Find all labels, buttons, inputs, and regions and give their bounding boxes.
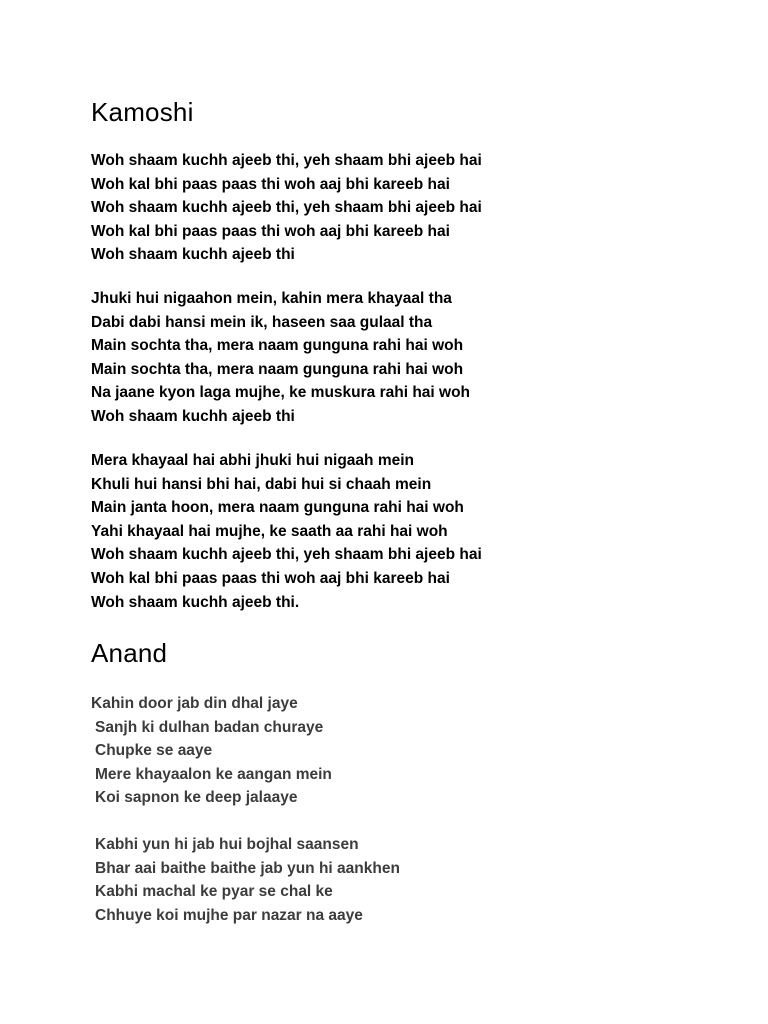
lyric-line: Main sochta tha, mera naam gunguna rahi hai woh — [91, 337, 464, 355]
lyric-line: Mere khayaalon ke aangan mein — [95, 765, 332, 783]
lyric-line: Woh shaam kuchh ajeeb thi, yeh shaam bhi ajeeb hai — [91, 152, 482, 169]
lyric-line: Mera khayaal hai abhi jhuki hui nigaah mein — [91, 452, 415, 469]
lyric-line: Kabhi machal ke pyar se chal ke — [95, 883, 333, 901]
lyric-line: Woh shaam kuchh ajeeb thi. — [91, 593, 300, 611]
lyric-line: Woh shaam kuchh ajeeb thi — [91, 246, 295, 264]
song-title-anand: Anand — [91, 638, 168, 668]
kamoshi-stanza-3 — [91, 449, 482, 614]
lyric-line: Woh shaam kuchh ajeeb thi — [91, 407, 295, 425]
lyric-line: Kabhi yun hi jab hui bojhal saansen — [95, 836, 359, 853]
lyric-line: Koi sapnon ke deep jalaaye — [95, 789, 298, 807]
lyric-line: Dabi dabi hansi mein ik, haseen saa gulaal tha — [91, 313, 433, 331]
lyric-line: Chupke se aaye — [95, 742, 213, 760]
lyric-line: Jhuki hui nigaahon mein, kahin mera khayaal tha — [91, 290, 452, 307]
lyric-line: Bhar aai baithe baithe jab yun hi aankhen — [95, 859, 400, 877]
song-title-kamoshi: Kamoshi — [91, 97, 194, 127]
lyric-line: Yahi khayaal hai mujhe, ke saath aa rahi hai woh — [91, 522, 448, 540]
anand-stanza-1 — [91, 692, 332, 810]
lyric-line: Woh kal bhi paas paas thi woh aaj bhi kareeb hai — [91, 175, 450, 193]
lyric-line: Kahin door jab din dhal jaye — [91, 695, 298, 712]
lyric-line: Woh shaam kuchh ajeeb thi, yeh shaam bhi ajeeb hai — [91, 199, 482, 217]
lyric-line: Sanjh ki dulhan badan churaye — [95, 718, 324, 736]
lyric-line: Woh shaam kuchh ajeeb thi, yeh shaam bhi ajeeb hai — [91, 546, 482, 564]
kamoshi-stanza-2 — [91, 287, 470, 429]
lyric-line: Woh kal bhi paas paas thi woh aaj bhi kareeb hai — [91, 222, 450, 240]
lyric-line: Na jaane kyon laga mujhe, ke muskura rahi hai woh — [91, 384, 471, 402]
lyric-line: Chhuye koi mujhe par nazar na aaye — [95, 906, 363, 924]
lyric-line: Main janta hoon, mera naam gunguna rahi hai woh — [91, 499, 464, 517]
anand-stanza-2 — [91, 833, 400, 927]
lyric-line: Woh kal bhi paas paas thi woh aaj bhi kareeb hai — [91, 569, 450, 587]
lyric-line: Khuli hui hansi bhi hai, dabi hui si chaah mein — [91, 475, 432, 493]
lyric-line: Main sochta tha, mera naam gunguna rahi hai woh — [91, 360, 464, 378]
kamoshi-stanza-1 — [91, 149, 482, 267]
